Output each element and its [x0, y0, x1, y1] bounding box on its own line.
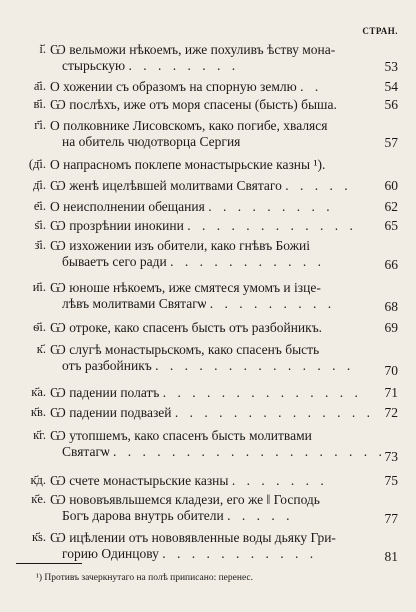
- entry-text: [50, 342, 355, 374]
- entry-line-1: Ѡ ицѣлении отъ нововявленные воды дьяку Гри-: [50, 530, 336, 545]
- leader-dots: . . . . . . . . . . . .: [187, 218, 357, 233]
- entry-page: 68: [384, 299, 398, 314]
- leader-dots: . . . . . . . . . . . . . .: [174, 405, 375, 420]
- entry-page: 73: [384, 449, 398, 464]
- entry-line-1: Ѡ утопшемъ, како спасенъ бысть молитвами: [50, 428, 312, 443]
- entry-text: [50, 405, 375, 421]
- entry-line-1: О полковнике Лисовскомъ, како погибе, хваляся: [50, 118, 328, 133]
- entry-line-1: Ѡ падении полатъ: [50, 385, 160, 400]
- entry-page: 56: [384, 97, 398, 112]
- entry-page: 53: [384, 59, 398, 74]
- entry-page: 66: [384, 257, 398, 272]
- entry-number: з҃і.: [34, 238, 46, 252]
- entry-number: в҃і.: [33, 97, 46, 111]
- entry-line-1: О хожении съ образомъ на спорную землю: [50, 79, 297, 94]
- entry-line-1: Ѡ счете монастырьские казны: [50, 473, 229, 488]
- entry-text: [50, 530, 350, 562]
- leader-dots: . . . . . . . . . . . . . .: [162, 385, 362, 400]
- entry-page: 65: [384, 218, 398, 233]
- entry-number: ѕ҃і.: [34, 218, 46, 232]
- entry-line-2: Святагѡ: [62, 444, 110, 459]
- leader-dots: . . . . . . . . . . .: [162, 546, 318, 561]
- entry-number: а҃і.: [33, 79, 46, 93]
- entry-text: Ѡ отроке, како спасенъ бысть отъ разбойникъ.: [50, 320, 323, 335]
- entry-page: 70: [384, 363, 398, 378]
- entry-number: к҃г.: [33, 428, 46, 442]
- entry-number: к҃в.: [30, 405, 46, 419]
- entry-text: [50, 79, 350, 95]
- entry-text: [50, 42, 350, 74]
- leader-dots: . . . . . . . . .: [208, 199, 334, 214]
- entry-text: [50, 199, 350, 215]
- entry-text: [50, 473, 350, 489]
- entry-line-1: Ѡ вельможи нѣкоемъ, иже похуливъ ѣству мона-: [50, 42, 336, 57]
- entry-number: і҃.: [39, 42, 46, 56]
- entry-line-2: на обитель чюдотворца Сергия: [62, 134, 241, 149]
- entry-number: д҃і.: [33, 178, 46, 192]
- entry-text: [50, 492, 350, 524]
- leader-dots: . . . . . . . .: [128, 58, 240, 73]
- entry-line-2: горию Одинцову: [62, 546, 159, 561]
- entry-line-1: Ѡ изхожении изъ обители, како гнѣвъ Божиі: [50, 238, 311, 253]
- entry-number: (д҃і.: [28, 157, 46, 171]
- entry-page: 72: [384, 405, 398, 420]
- leader-dots: . . . . .: [227, 508, 294, 523]
- entry-page: 71: [384, 385, 398, 400]
- leader-dots: . . . . . . .: [231, 473, 328, 488]
- entry-line-2: Богъ дарова внутрь обители: [62, 508, 224, 523]
- page-header: СТРАН.: [362, 26, 398, 36]
- entry-text: [50, 238, 350, 270]
- entry-text: [50, 178, 350, 194]
- leader-dots: . . . . . . . . . . . . . .: [155, 358, 355, 373]
- leader-dots: . . . . .: [285, 178, 352, 193]
- leader-dots: . . . . . . . . . . .: [170, 254, 325, 269]
- entry-page: 77: [384, 511, 398, 526]
- leader-dots: . . . . . . . . .: [209, 296, 336, 311]
- entry-text: О напрасномъ поклепе монастырьские казны ¹).: [50, 157, 326, 172]
- entry-number: к҃д.: [30, 473, 46, 487]
- entry-page: 75: [384, 473, 398, 488]
- entry-line-2: стырьскую: [62, 58, 126, 73]
- entry-page: 60: [384, 178, 398, 193]
- entry-number: к҃е.: [31, 492, 46, 506]
- entry-line-2: лѣвъ молитвами Святагѡ: [62, 296, 207, 311]
- entry-line-1: Ѡ женѣ ицелѣвшей молитвами Святаго: [50, 178, 282, 193]
- entry-page: 54: [384, 79, 398, 94]
- entry-text: [50, 428, 386, 460]
- footnote-rule: [16, 563, 82, 564]
- entry-text: [50, 385, 362, 401]
- entry-number: к҃.: [36, 342, 46, 356]
- entry-page: 69: [384, 320, 398, 335]
- entry-number: и҃і.: [32, 280, 46, 294]
- entry-line-1: Ѡ нововъявльшемся кладези, его же ‖ Господь: [50, 492, 320, 507]
- entry-text: [50, 218, 357, 234]
- entry-line-1: Ѡ слугѣ монастырьскомъ, како спасенъ бысть: [50, 342, 320, 357]
- entry-text: [50, 280, 350, 312]
- entry-line-1: Ѡ юноше нѣкоемъ, иже смятеся умомъ и ізце-: [50, 280, 321, 295]
- entry-text: Ѡ послѣхъ, иже отъ моря спасены (бысть) быша.: [50, 97, 337, 112]
- entry-line-2: отъ разбойникъ: [62, 358, 152, 373]
- entry-line-1: Ѡ прозрѣнии инокини: [50, 218, 184, 233]
- entry-number: е҃і.: [33, 199, 46, 213]
- leader-dots: . . . . . . . . . . . . . . . . . . .: [112, 444, 386, 459]
- entry-number: г҃і.: [34, 118, 46, 132]
- leader-dots: . .: [300, 79, 323, 94]
- entry-number: к҃ѕ.: [31, 530, 46, 544]
- entry-line-2: бываетъ сего ради: [62, 254, 167, 269]
- entry-page: 81: [384, 549, 398, 564]
- entry-page: 57: [384, 135, 398, 150]
- entry-number: ѳ҃і.: [33, 320, 46, 334]
- entry-line-1: О неисполнении обещания: [50, 199, 205, 214]
- entry-text: [50, 118, 350, 150]
- entry-line-1: Ѡ падении подвазей: [50, 405, 172, 420]
- footnote: ¹) Противъ зачеркнутаго на полѣ приписано: перенес.: [36, 573, 253, 583]
- entry-page: 62: [384, 199, 398, 214]
- entry-number: к҃а.: [31, 385, 46, 399]
